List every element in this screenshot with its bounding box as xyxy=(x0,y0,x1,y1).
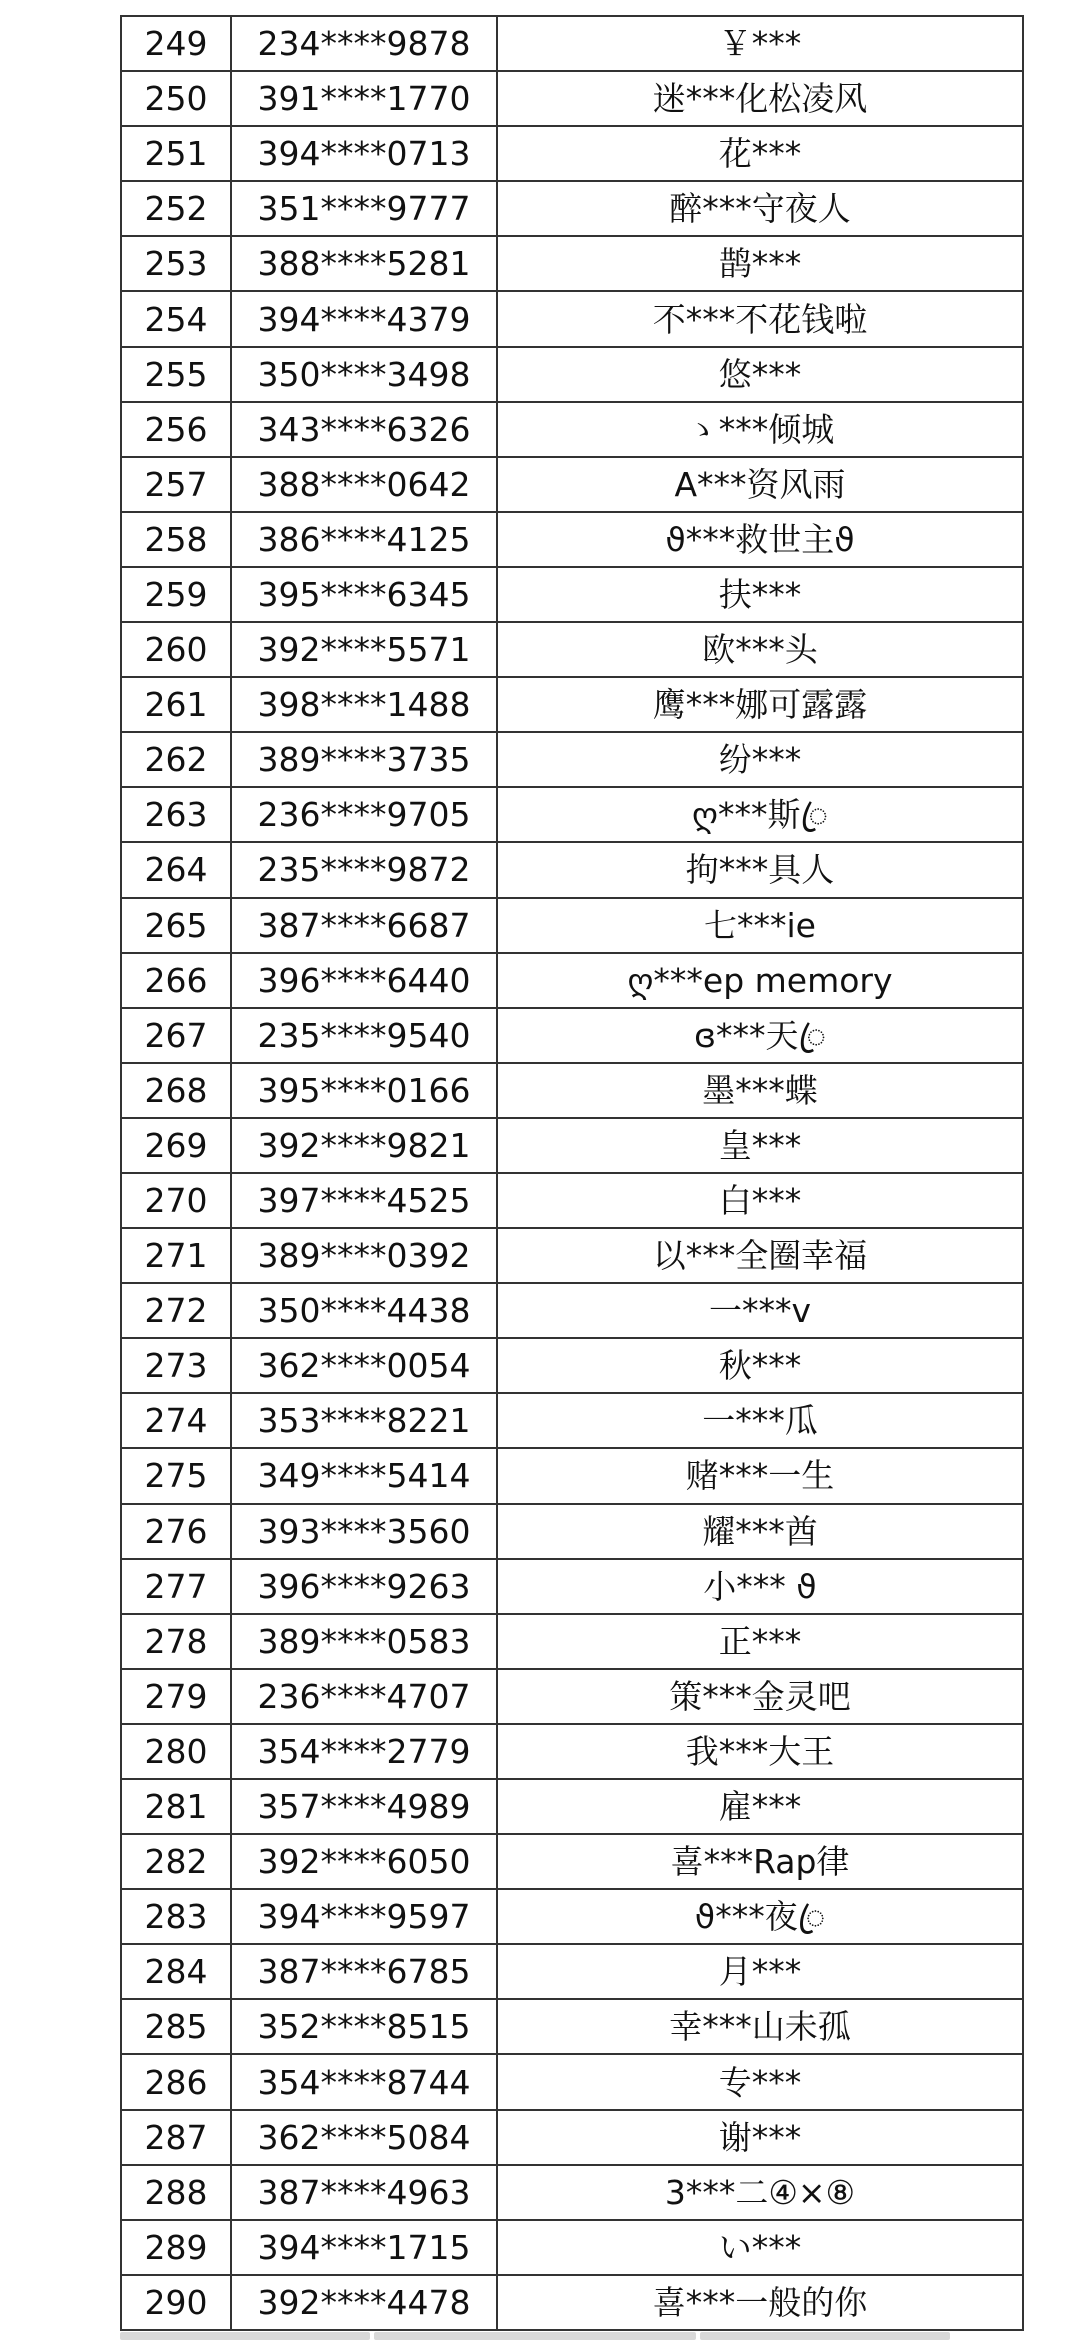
nickname-cell: 秋*** xyxy=(497,1338,1023,1393)
table-row xyxy=(121,1504,1023,1559)
table-row xyxy=(121,291,1023,346)
rank-cell: 252 xyxy=(121,181,231,236)
table-row xyxy=(121,2165,1023,2220)
nickname-cell: ゝ***倾城 xyxy=(497,402,1023,457)
table-row xyxy=(121,842,1023,897)
rank-cell: 286 xyxy=(121,2054,231,2109)
rank-cell: 283 xyxy=(121,1889,231,1944)
table-row xyxy=(121,512,1023,567)
table-row xyxy=(121,1724,1023,1779)
rank-cell: 278 xyxy=(121,1614,231,1669)
table-row xyxy=(121,787,1023,842)
rank-cell: 264 xyxy=(121,842,231,897)
table-row xyxy=(121,1999,1023,2054)
user-id-cell: 393****3560 xyxy=(231,1504,497,1559)
table-row xyxy=(121,677,1023,732)
table-row xyxy=(121,953,1023,1008)
nickname-cell: 耀***酋 xyxy=(497,1504,1023,1559)
table-row xyxy=(121,1834,1023,1889)
user-id-cell: 236****4707 xyxy=(231,1669,497,1724)
user-id-cell: 357****4989 xyxy=(231,1779,497,1834)
rank-cell: 249 xyxy=(121,16,231,71)
user-id-cell: 389****0583 xyxy=(231,1614,497,1669)
rank-cell: 274 xyxy=(121,1393,231,1448)
user-id-cell: 391****1770 xyxy=(231,71,497,126)
user-id-cell: 236****9705 xyxy=(231,787,497,842)
user-id-cell: 398****1488 xyxy=(231,677,497,732)
user-id-cell: 388****0642 xyxy=(231,457,497,512)
nickname-cell: 纷*** xyxy=(497,732,1023,787)
nickname-cell: 月*** xyxy=(497,1944,1023,1999)
rank-cell: 276 xyxy=(121,1504,231,1559)
user-id-cell: 343****6326 xyxy=(231,402,497,457)
table-row xyxy=(121,2220,1023,2275)
table-row xyxy=(121,16,1023,71)
nickname-cell: ღ***斯ꦿ xyxy=(497,787,1023,842)
rank-cell: 261 xyxy=(121,677,231,732)
table-row xyxy=(121,1448,1023,1503)
winners-table-body xyxy=(121,16,1023,2330)
user-id-cell: 349****5414 xyxy=(231,1448,497,1503)
rank-cell: 280 xyxy=(121,1724,231,1779)
table-row xyxy=(121,622,1023,677)
nickname-cell: A***资风雨 xyxy=(497,457,1023,512)
user-id-cell: 394****1715 xyxy=(231,2220,497,2275)
nickname-cell: 小*** ϑ xyxy=(497,1559,1023,1614)
user-id-cell: 395****0166 xyxy=(231,1063,497,1118)
rank-cell: 260 xyxy=(121,622,231,677)
rank-cell: 269 xyxy=(121,1118,231,1173)
nickname-cell: 我***大王 xyxy=(497,1724,1023,1779)
next-table-header-strip xyxy=(120,2332,1022,2340)
rank-cell: 267 xyxy=(121,1008,231,1063)
user-id-cell: 392****9821 xyxy=(231,1118,497,1173)
table-row xyxy=(121,126,1023,181)
rank-cell: 272 xyxy=(121,1283,231,1338)
nickname-cell: 七***ie xyxy=(497,898,1023,953)
table-row xyxy=(121,402,1023,457)
nickname-cell: 幸***山未孤 xyxy=(497,1999,1023,2054)
table-row xyxy=(121,71,1023,126)
user-id-cell: 235****9540 xyxy=(231,1008,497,1063)
rank-cell: 253 xyxy=(121,236,231,291)
table-row xyxy=(121,1338,1023,1393)
user-id-cell: 386****4125 xyxy=(231,512,497,567)
user-id-cell: 353****8221 xyxy=(231,1393,497,1448)
rank-cell: 251 xyxy=(121,126,231,181)
table-row xyxy=(121,1118,1023,1173)
table-row xyxy=(121,1614,1023,1669)
table-row xyxy=(121,1669,1023,1724)
table-row xyxy=(121,1173,1023,1228)
rank-cell: 281 xyxy=(121,1779,231,1834)
table-row xyxy=(121,2054,1023,2109)
nickname-cell: 正*** xyxy=(497,1614,1023,1669)
user-id-cell: 394****4379 xyxy=(231,291,497,346)
table-row xyxy=(121,567,1023,622)
user-id-cell: 362****5084 xyxy=(231,2110,497,2165)
rank-cell: 263 xyxy=(121,787,231,842)
table-row xyxy=(121,1393,1023,1448)
user-id-cell: 392****5571 xyxy=(231,622,497,677)
table-row xyxy=(121,181,1023,236)
rank-cell: 258 xyxy=(121,512,231,567)
user-id-cell: 387****6785 xyxy=(231,1944,497,1999)
nickname-cell: 一***瓜 xyxy=(497,1393,1023,1448)
nickname-cell: 专*** xyxy=(497,2054,1023,2109)
table-row xyxy=(121,1283,1023,1338)
nickname-cell: 一***v xyxy=(497,1283,1023,1338)
rank-cell: 290 xyxy=(121,2275,231,2330)
rank-cell: 266 xyxy=(121,953,231,1008)
rank-cell: 287 xyxy=(121,2110,231,2165)
user-id-cell: 351****9777 xyxy=(231,181,497,236)
rank-cell: 284 xyxy=(121,1944,231,1999)
user-id-cell: 389****0392 xyxy=(231,1228,497,1283)
winners-table xyxy=(120,15,1024,2331)
nickname-cell: 迷***化松凌风 xyxy=(497,71,1023,126)
table-row xyxy=(121,236,1023,291)
nickname-cell: 喜***一般的你 xyxy=(497,2275,1023,2330)
table-row xyxy=(121,898,1023,953)
rank-cell: 289 xyxy=(121,2220,231,2275)
user-id-cell: 387****6687 xyxy=(231,898,497,953)
rank-cell: 255 xyxy=(121,347,231,402)
nickname-cell: ღ***ep memory xyxy=(497,953,1023,1008)
user-id-cell: 235****9872 xyxy=(231,842,497,897)
rank-cell: 273 xyxy=(121,1338,231,1393)
nickname-cell: 鹊*** xyxy=(497,236,1023,291)
nickname-cell: ɞ***天ꦿ xyxy=(497,1008,1023,1063)
user-id-cell: 395****6345 xyxy=(231,567,497,622)
user-id-cell: 396****9263 xyxy=(231,1559,497,1614)
table-row xyxy=(121,347,1023,402)
rank-cell: 265 xyxy=(121,898,231,953)
nickname-cell: 醉***守夜人 xyxy=(497,181,1023,236)
user-id-cell: 396****6440 xyxy=(231,953,497,1008)
user-id-cell: 388****5281 xyxy=(231,236,497,291)
user-id-cell: 352****8515 xyxy=(231,1999,497,2054)
nickname-cell: 扶*** xyxy=(497,567,1023,622)
rank-cell: 254 xyxy=(121,291,231,346)
user-id-cell: 394****0713 xyxy=(231,126,497,181)
rank-cell: 270 xyxy=(121,1173,231,1228)
nickname-cell: 花*** xyxy=(497,126,1023,181)
rank-cell: 285 xyxy=(121,1999,231,2054)
nickname-cell: い*** xyxy=(497,2220,1023,2275)
nickname-cell: ϑ***夜ꦿ xyxy=(497,1889,1023,1944)
nickname-cell: 白*** xyxy=(497,1173,1023,1228)
rank-cell: 259 xyxy=(121,567,231,622)
strip-segment xyxy=(120,2332,370,2340)
rank-cell: 288 xyxy=(121,2165,231,2220)
table-row xyxy=(121,1559,1023,1614)
nickname-cell: 墨***蝶 xyxy=(497,1063,1023,1118)
strip-segment xyxy=(700,2332,950,2340)
rank-cell: 275 xyxy=(121,1448,231,1503)
strip-segment xyxy=(374,2332,696,2340)
user-id-cell: 394****9597 xyxy=(231,1889,497,1944)
nickname-cell: 赌***一生 xyxy=(497,1448,1023,1503)
table-row xyxy=(121,2275,1023,2330)
rank-cell: 282 xyxy=(121,1834,231,1889)
table-row xyxy=(121,457,1023,512)
user-id-cell: 354****8744 xyxy=(231,2054,497,2109)
user-id-cell: 350****4438 xyxy=(231,1283,497,1338)
user-id-cell: 392****4478 xyxy=(231,2275,497,2330)
table-row xyxy=(121,1228,1023,1283)
nickname-cell: 拘***具人 xyxy=(497,842,1023,897)
nickname-cell: 不***不花钱啦 xyxy=(497,291,1023,346)
nickname-cell: ϑ***救世主ϑ xyxy=(497,512,1023,567)
table-row xyxy=(121,1889,1023,1944)
user-id-cell: 397****4525 xyxy=(231,1173,497,1228)
user-id-cell: 387****4963 xyxy=(231,2165,497,2220)
nickname-cell: 策***金灵吧 xyxy=(497,1669,1023,1724)
rank-cell: 250 xyxy=(121,71,231,126)
table-row xyxy=(121,732,1023,787)
rank-cell: 256 xyxy=(121,402,231,457)
table-row xyxy=(121,1944,1023,1999)
nickname-cell: 鹰***娜可露露 xyxy=(497,677,1023,732)
table-row xyxy=(121,2110,1023,2165)
rank-cell: 279 xyxy=(121,1669,231,1724)
table-row xyxy=(121,1008,1023,1063)
nickname-cell: 以***全圈幸福 xyxy=(497,1228,1023,1283)
table-row xyxy=(121,1779,1023,1834)
rank-cell: 271 xyxy=(121,1228,231,1283)
nickname-cell: 喜***Rap律 xyxy=(497,1834,1023,1889)
user-id-cell: 350****3498 xyxy=(231,347,497,402)
rank-cell: 257 xyxy=(121,457,231,512)
nickname-cell: 雇*** xyxy=(497,1779,1023,1834)
nickname-cell: 欧***头 xyxy=(497,622,1023,677)
user-id-cell: 389****3735 xyxy=(231,732,497,787)
user-id-cell: 362****0054 xyxy=(231,1338,497,1393)
user-id-cell: 392****6050 xyxy=(231,1834,497,1889)
nickname-cell: 悠*** xyxy=(497,347,1023,402)
nickname-cell: ￥*** xyxy=(497,16,1023,71)
user-id-cell: 234****9878 xyxy=(231,16,497,71)
rank-cell: 268 xyxy=(121,1063,231,1118)
user-id-cell: 354****2779 xyxy=(231,1724,497,1779)
rank-cell: 262 xyxy=(121,732,231,787)
rank-cell: 277 xyxy=(121,1559,231,1614)
nickname-cell: 皇*** xyxy=(497,1118,1023,1173)
table-row xyxy=(121,1063,1023,1118)
nickname-cell: 3***二④×⑧ xyxy=(497,2165,1023,2220)
nickname-cell: 谢*** xyxy=(497,2110,1023,2165)
